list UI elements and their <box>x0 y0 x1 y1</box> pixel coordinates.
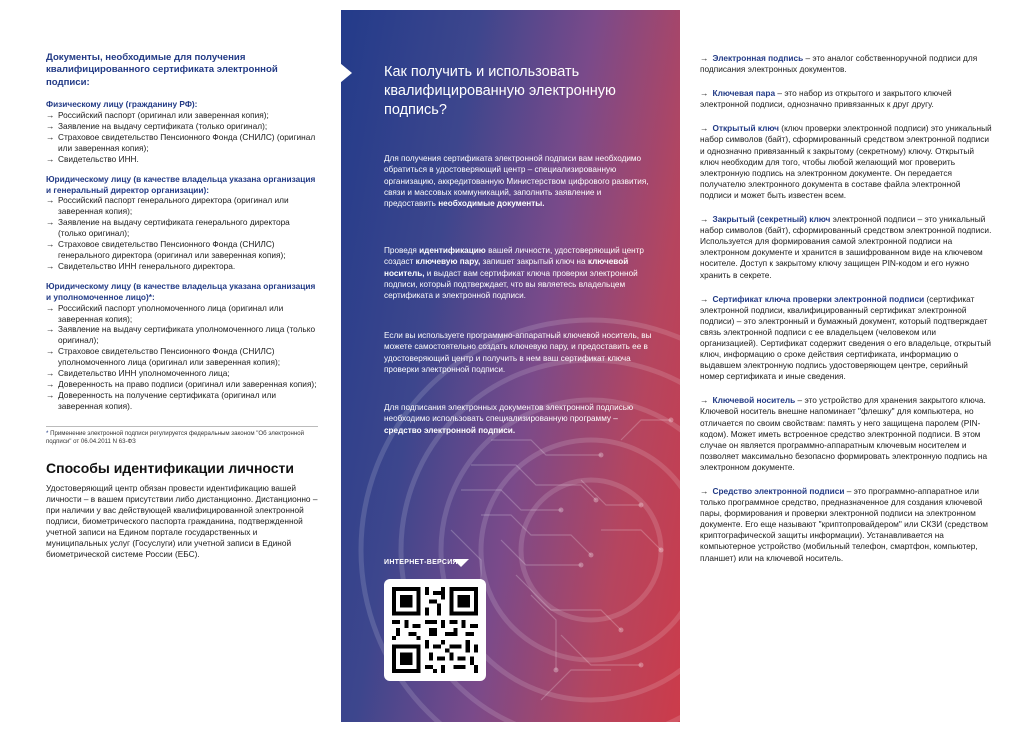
identification-text: Удостоверяющий центр обязан провести идентификацию вашей личности – в вашем присутствии либо дистанционно. Дистанционно – при наличии у вас действующей квалифицированной электронной подписи, биометрического паспорта гражданина, подтвержденной учетной записи на Едином портале государственных и муниципальных услуг (Госуслуги) или учетной записи в Единой биометрической системе России (ЕБС). <box>46 482 318 560</box>
list-item: → Свидетельство ИНН генерального директора. <box>46 261 318 272</box>
footnote-star: * <box>46 429 49 437</box>
identification-title: Способы идентификации личности <box>46 459 295 476</box>
arrow-right-icon: → <box>700 88 709 99</box>
list-item: → Свидетельство ИНН уполномоченного лица; <box>46 368 318 379</box>
group-individual <box>46 99 318 164</box>
list-item: → Российский паспорт (оригинал или заверенная копия); <box>46 110 318 121</box>
qr-code-graphic <box>392 587 478 673</box>
list-item: → Заявление на выдачу сертификата генерального директора (только оригинал); <box>46 217 318 239</box>
definition-item <box>700 395 992 473</box>
definition-item <box>700 53 992 75</box>
list-item: → Страховое свидетельство Пенсионного Фонда (СНИЛС) (оригинал или заверенная копия); <box>46 132 318 154</box>
center-text-bold: ключевой носитель, <box>384 257 629 278</box>
group-title: Юридическому лицу (в качестве владельца указана организация и генеральный директор организации): <box>46 173 316 195</box>
definition-text: – это устройство для хранения закрытого ключа. Ключевой носитель внешне напоминает "флешку" для компьютера, но отличается по своим свойствам: память у него защищена паролем (PIN-кодом). Может иметь встроенное средство электронной подписи. В этом случае он является программно-аппаратным ключевым носителем и позволяет максимально безопасно формировать электронную подпись на электронном документе. <box>700 395 988 472</box>
definition-item <box>700 294 992 383</box>
definition-term: Ключевая пара <box>712 88 776 99</box>
center-paragraph-4 <box>384 402 652 436</box>
group-legal-authorized <box>46 281 318 412</box>
arrow-right-icon: → <box>700 395 709 406</box>
center-text-bold: ключевую пару, <box>415 257 481 267</box>
list-item: → Свидетельство ИНН. <box>46 154 318 165</box>
qr-code-icon[interactable] <box>384 579 486 681</box>
definition-text: – это аналог собственноручной подписи для подписания электронных документов. <box>700 53 978 75</box>
center-text-bold: необходимые документы. <box>438 199 545 209</box>
list-item: → Российский паспорт уполномоченного лица (оригинал или заверенная копия); <box>46 303 318 325</box>
definition-term: Средство электронной подписи <box>712 486 845 496</box>
center-text: вашей личности, удостоверяющий центр создаст <box>384 246 644 267</box>
definition-text: – это набор из открытого и закрытого ключей электронной подписи, однозначно привязанных к друг другу. <box>700 88 952 110</box>
footnote-text: Применение электронной подписи регулируется федеральным законом "Об электронной подписи" от 06.04.2011 N 63-ФЗ <box>46 429 305 445</box>
documents-heading: Документы, необходимые для получения квалифицированного сертификата электронной подписи: <box>46 52 278 88</box>
definition-term: Закрытый (секретный) ключ <box>712 214 831 225</box>
document-list <box>46 110 318 165</box>
arrow-right-icon: → <box>700 123 709 134</box>
center-paragraph-1 <box>384 153 652 209</box>
definition-term: Открытый ключ <box>712 123 779 134</box>
center-paragraph-3: Если вы используете программно-аппаратный ключевой носитель, вы можете самостоятельно создать ключевую пару, и предоставить ее в удостоверяющий центр и получить в нем ваш сертификат ключа проверки электронной подписи. <box>384 331 652 374</box>
center-paragraph-2 <box>384 245 652 301</box>
center-title: Как получить и использовать квалифицированную электронную подпись? <box>384 64 616 118</box>
definition-term: Электронная подпись <box>712 53 804 63</box>
right-column <box>700 53 992 577</box>
definition-text: (ключ проверки электронной подписи) это уникальный набор символов (байт), сформированный средством электронной подписи и однозначно привязанный к закрытому (секретному) ключу. Открытый ключ необходим для того, чтобы любой желающий мог проверить электронную подпись на электронном документе. Он передается получателю электронного документа в составе файла электронной подписи и может быть известен всем. <box>700 123 992 200</box>
arrow-right-icon: → <box>700 293 709 304</box>
definition-item <box>700 88 992 110</box>
definition-text: электронной подписи – это уникальный набор символов (байт), сформированный средством электронной подписи. Используется для формирования самой электронной подписи на электронном документе и хранится в зашифрованном виде на ключевом носителе. Доступ к закрытому ключу защищен PIN-кодом и его нужно хранить в секрете. <box>700 214 992 280</box>
arrow-down-icon <box>453 559 469 567</box>
document-list <box>46 303 318 412</box>
center-panel <box>341 10 680 722</box>
list-item: → Страховое свидетельство Пенсионного Фонда (СНИЛС) уполномоченного лица (оригинал или заверенная копия); <box>46 346 318 368</box>
list-item: → Страховое свидетельство Пенсионного Фонда (СНИЛС) генерального директора (оригинал или заверенная копия); <box>46 239 318 261</box>
internet-version-label: ИНТЕРНЕТ-ВЕРСИЯ <box>384 559 458 566</box>
list-item: → Доверенность на получение сертификата (оригинал или заверенная копия). <box>46 390 318 412</box>
definition-item <box>700 486 992 564</box>
list-item: → Российский паспорт генерального директора (оригинал или заверенная копия); <box>46 195 318 217</box>
arrow-right-icon: → <box>700 486 709 496</box>
definition-text: (сертификат электронной подписи, квалифицированный сертификат электронной подписи) – это электронный и бумажный документ, который подтверждает связь электронной подписи с ее владельцем (человеком или организацией). Сертификат содержит сведения о его владельце, открытый ключ, информацию о сроке действия сертификата, информацию о выдавшем электронную подпись удостоверяющем центре, серийный номер сертификата и иные сведения. <box>700 293 992 382</box>
definition-term: Сертификат ключа проверки электронной подписи <box>712 293 925 304</box>
definition-item <box>700 123 992 201</box>
list-item: → Заявление на выдачу сертификата (только оригинал); <box>46 121 318 132</box>
definition-text: – это программно-аппаратное или только программное средство, предназначенное для создания ключевой пары, формирования и проверки электронной подписи на электронном документе. Его еще называют "криптопровайдером" или СКЗИ (средством криптографической защиты информации). Устанавливается на компьютерное устройство (мобильный телефон, смартфон, компьютер, планшет) или на ключевой носитель. <box>700 486 988 563</box>
center-text: Для получения сертификата электронной подписи вам необходимо обратиться в удостоверяющий центр – специализированную организацию, аккредитованную Министерством цифрового развития, связи и массовых коммуникаций, заполнить заявление и предоставить <box>384 154 649 209</box>
group-title: Юридическому лицу (в качестве владельца указана организация и уполномоченное лицо)*: <box>46 280 316 302</box>
center-text-bold: средство электронной подписи. <box>384 425 516 435</box>
group-title: Физическому лицу (гражданину РФ): <box>46 99 198 110</box>
center-text: запишет закрытый ключ на <box>480 257 588 267</box>
arrow-right-icon: → <box>700 214 709 225</box>
left-column <box>46 52 318 560</box>
panel-notch <box>341 63 352 83</box>
footnote <box>46 426 318 446</box>
definition-item <box>700 214 992 281</box>
center-text-bold: идентификацию <box>419 246 486 255</box>
center-text: Проведя <box>384 246 420 255</box>
document-list <box>46 195 318 271</box>
definition-term: Ключевой носитель <box>712 395 796 406</box>
center-text: и выдаст вам сертификат ключа проверки электронной подписи, который подтверждает, что вы являетесь владельцем сертификата и электронной подписи. <box>384 268 638 301</box>
center-text: Для подписания электронных документов электронной подписью необходимо использовать специализированную программу – <box>384 403 634 424</box>
arrow-right-icon: → <box>700 53 709 63</box>
list-item: → Доверенность на право подписи (оригинал или заверенная копия); <box>46 379 318 390</box>
list-item: → Заявление на выдачу сертификата уполномоченного лица (только оригинал); <box>46 324 318 346</box>
group-legal-director <box>46 174 318 272</box>
